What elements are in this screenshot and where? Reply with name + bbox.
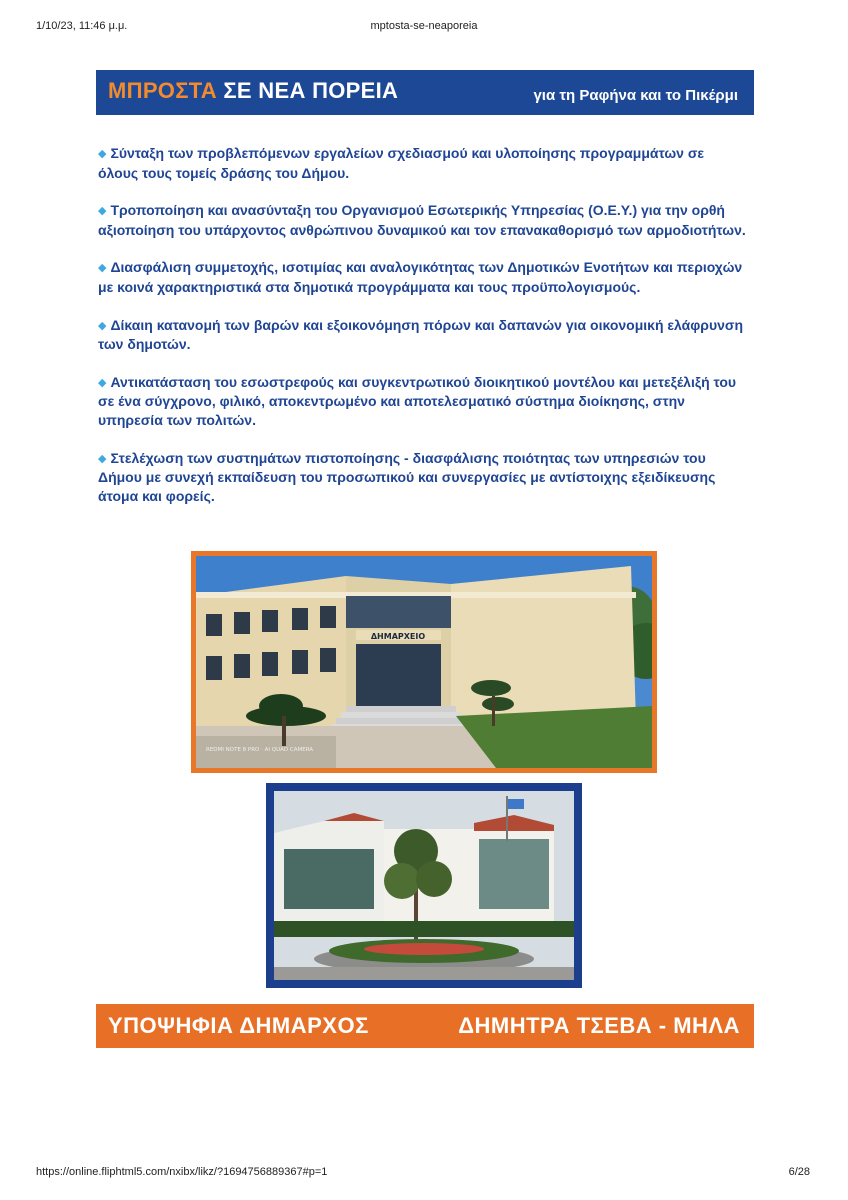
print-url: https://online.fliphtml5.com/nxibx/likz/?1694756889367#p=1 (36, 1166, 328, 1178)
municipal-building-illustration (274, 791, 574, 980)
municipal-building-photo-frame (266, 783, 582, 988)
bullet-item (98, 144, 748, 182)
bullet-diamond-icon: ◆ (98, 262, 107, 275)
town-hall-illustration (196, 556, 652, 768)
slogan-word-white: ΣΕ ΝΕΑ ΠΟΡΕΙΑ (223, 78, 399, 103)
bullet-diamond-icon: ◆ (98, 376, 107, 389)
municipal-building-photo (274, 791, 574, 980)
bullet-item (98, 449, 748, 506)
bullet-diamond-icon: ◆ (98, 148, 107, 160)
candidate-banner (96, 1004, 754, 1048)
bullet-text: Στελέχωση των συστημάτων πιστοποίησης - διασφάλισης ποιότητας των υπηρεσιών του Δήμου με συνεχή εκπαίδευση του προσωπικού και συνεργασίες με αντίστοιχης εξειδίκευσης άτομα και φορείς. (98, 449, 716, 504)
print-timestamp: 1/10/23, 11:46 μ.μ. (36, 20, 128, 32)
town-hall-sign: ΔΗΜΑΡΧΕΙΟ (370, 632, 426, 641)
bullet-item (98, 258, 748, 296)
program-bullet-list (98, 144, 748, 524)
campaign-slogan (108, 78, 398, 104)
town-hall-photo (196, 556, 652, 768)
bullet-item (98, 201, 748, 239)
bullet-item (98, 373, 748, 430)
print-document-title: mptosta-se-neaporeia (370, 20, 478, 32)
bullet-text: Τροποποίηση και ανασύνταξη του Οργανισμού Εσωτερικής Υπηρεσίας (Ο.Ε.Υ.) για την ορθή αξιοποίηση του υπάρχοντος ανθρώπινου δυναμικού και τον επανακαθορισμό των αρμοδιοτήτων. (98, 202, 746, 238)
bullet-diamond-icon: ◆ (98, 319, 107, 332)
town-hall-photo-frame (191, 551, 657, 773)
campaign-subtitle: για τη Ραφήνα και το Πικέρμι (533, 87, 738, 104)
camera-watermark: REDMI NOTE 8 PRO · AI QUAD CAMERA (206, 747, 314, 753)
bullet-item (98, 316, 748, 354)
candidate-role: ΥΠΟΨΗΦΙΑ ΔΗΜΑΡΧΟΣ (108, 1013, 369, 1038)
bullet-diamond-icon: ◆ (98, 205, 107, 218)
bullet-text: Αντικατάσταση του εσωστρεφούς και συγκεντρωτικού διοικητικού μοντέλου και μετεξέλιξή του σε ένα σύγχρονο, φιλικό, αποκεντρωμένο και αποτελεσματικό σύστημα διοίκησης, στην υπηρεσία των πολιτών. (98, 373, 737, 428)
slogan-word-orange: ΜΠΡΟΣΤΑ (108, 78, 217, 103)
candidate-name: ΔΗΜΗΤΡΑ ΤΣΕΒΑ - ΜΗΛΑ (458, 1013, 740, 1038)
print-page-number: 6/28 (788, 1166, 810, 1178)
bullet-text: Διασφάλιση συμμετοχής, ισοτιμίας και αναλογικότητας των Δημοτικών Ενοτήτων και περιοχών με κοινά χαρακτηριστικά στα δημοτικά προγράμματα και τους προϋπολογισμούς. (98, 259, 743, 295)
bullet-text: Σύνταξη των προβλεπόμενων εργαλείων σχεδιασμού και υλοποίησης προγραμμάτων σε όλους τους τομείς δράσης του Δήμου. (98, 145, 705, 181)
campaign-banner (96, 70, 754, 115)
bullet-diamond-icon: ◆ (98, 452, 107, 465)
bullet-text: Δίκαιη κατανομή των βαρών και εξοικονόμηση πόρων και δαπανών για οικονομική ελάφρυνση των δημοτών. (98, 316, 744, 353)
